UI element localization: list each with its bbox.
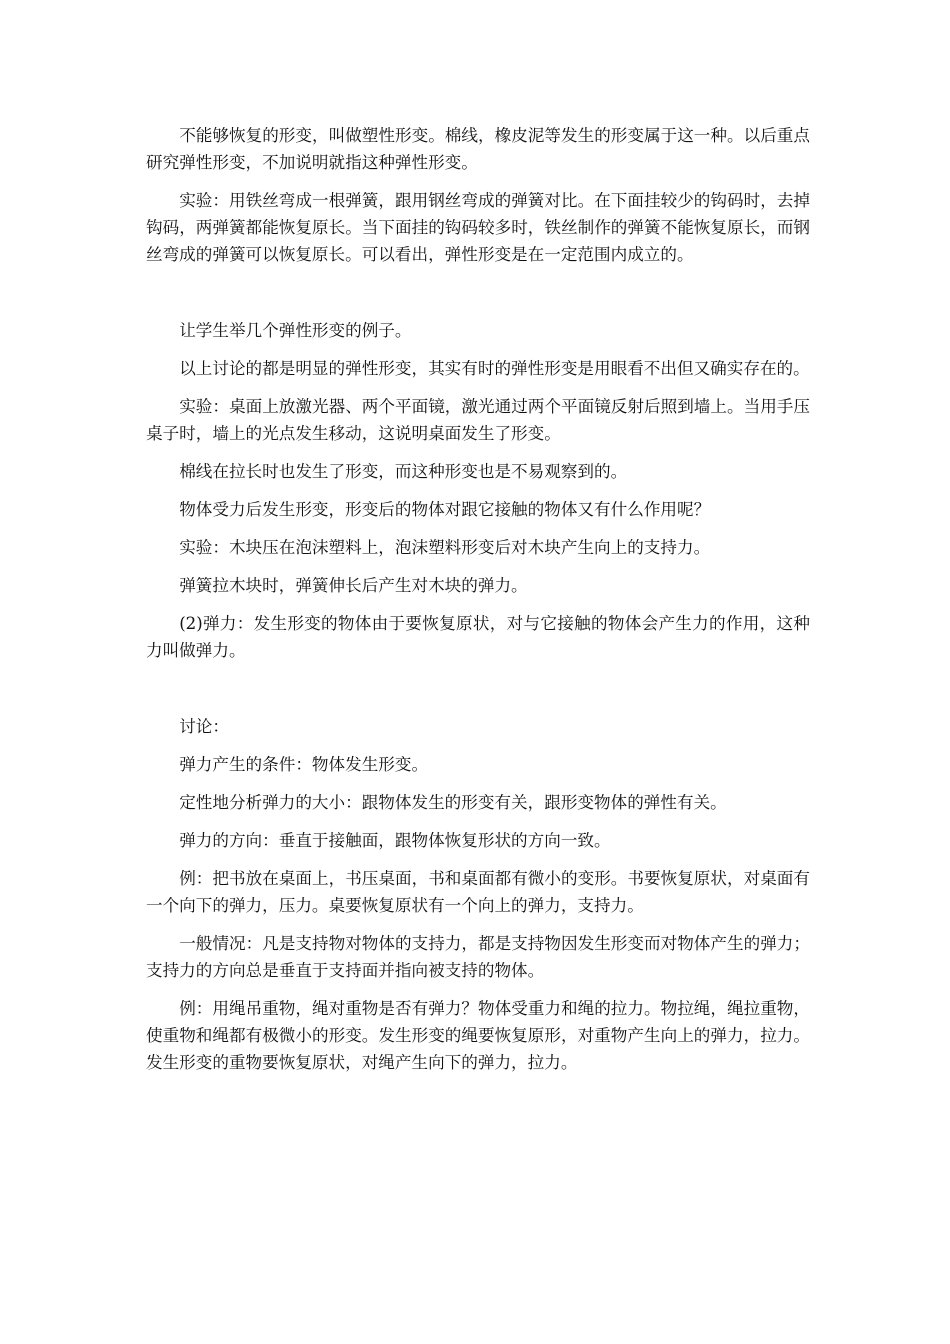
paragraph-laser-experiment: 实验：桌面上放激光器、两个平面镜，激光通过两个平面镜反射后照到墙上。当用手压桌子时，墙上的光点发生移动，这说明桌面发生了形变。 bbox=[146, 397, 810, 443]
section-gap bbox=[146, 279, 810, 317]
paragraph-student-examples: 让学生举几个弹性形变的例子。 bbox=[179, 321, 412, 340]
paragraph-condition: 弹力产生的条件：物体发生形变。 bbox=[179, 755, 429, 774]
paragraph-question: 物体受力后发生形变，形变后的物体对跟它接触的物体又有什么作用呢？ bbox=[179, 500, 711, 519]
paragraph-magnitude: 定性地分析弹力的大小：跟物体发生的形变有关，跟形变物体的弹性有关。 bbox=[179, 793, 727, 812]
paragraph-plastic-deformation: 不能够恢复的形变，叫做塑性形变。棉线，橡皮泥等发生的形变属于这一种。以后重点研究弹性形变，不加说明就指这种弹性形变。 bbox=[146, 126, 810, 172]
paragraph-rope-example: 例：用绳吊重物，绳对重物是否有弹力？物体受重力和绳的拉力。物拉绳，绳拉重物，使重物和绳都有极微小的形变。发生形变的绳要恢复原形，对重物产生向上的弹力，拉力。发生形变的重物要恢复原状，对绳产生向下的弹力，拉力。 bbox=[146, 999, 810, 1072]
paragraph-direction: 弹力的方向：垂直于接触面，跟物体恢复形状的方向一致。 bbox=[179, 831, 611, 850]
paragraph-spring-pull: 弹簧拉木块时，弹簧伸长后产生对木块的弹力。 bbox=[179, 576, 528, 595]
document-page bbox=[146, 122, 810, 1087]
paragraph-cotton-thread: 棉线在拉长时也发生了形变，而这种形变也是不易观察到的。 bbox=[179, 462, 628, 481]
paragraph-spring-experiment: 实验：用铁丝弯成一根弹簧，跟用钢丝弯成的弹簧对比。在下面挂较少的钩码时，去掉钩码，两弹簧都能恢复原长。当下面挂的钩码较多时，铁丝制作的弹簧不能恢复原长，而钢丝弯成的弹簧可以恢复原长。可以看出，弹性形变是在一定范围内成立的。 bbox=[146, 191, 810, 264]
section-gap bbox=[146, 675, 810, 713]
paragraph-general-case: 一般情况：凡是支持物对物体的支持力，都是支持物因发生形变而对物体产生的弹力；支持力的方向总是垂直于支持面并指向被支持的物体。 bbox=[146, 934, 810, 980]
paragraph-book-example: 例：把书放在桌面上，书压桌面，书和桌面都有微小的变形。书要恢复原状，对桌面有一个向下的弹力，压力。桌要恢复原状有一个向上的弹力，支持力。 bbox=[146, 869, 810, 915]
paragraph-invisible-deformation: 以上讨论的都是明显的弹性形变，其实有时的弹性形变是用眼看不出但又确实存在的。 bbox=[179, 359, 810, 378]
paragraph-foam-experiment: 实验：木块压在泡沫塑料上，泡沫塑料形变后对木块产生向上的支持力。 bbox=[179, 538, 711, 557]
paragraph-discussion-heading: 讨论： bbox=[179, 717, 229, 736]
paragraph-elastic-force-definition: (2)弹力：发生形变的物体由于要恢复原状，对与它接触的物体会产生力的作用，这种力叫做弹力。 bbox=[146, 614, 810, 660]
